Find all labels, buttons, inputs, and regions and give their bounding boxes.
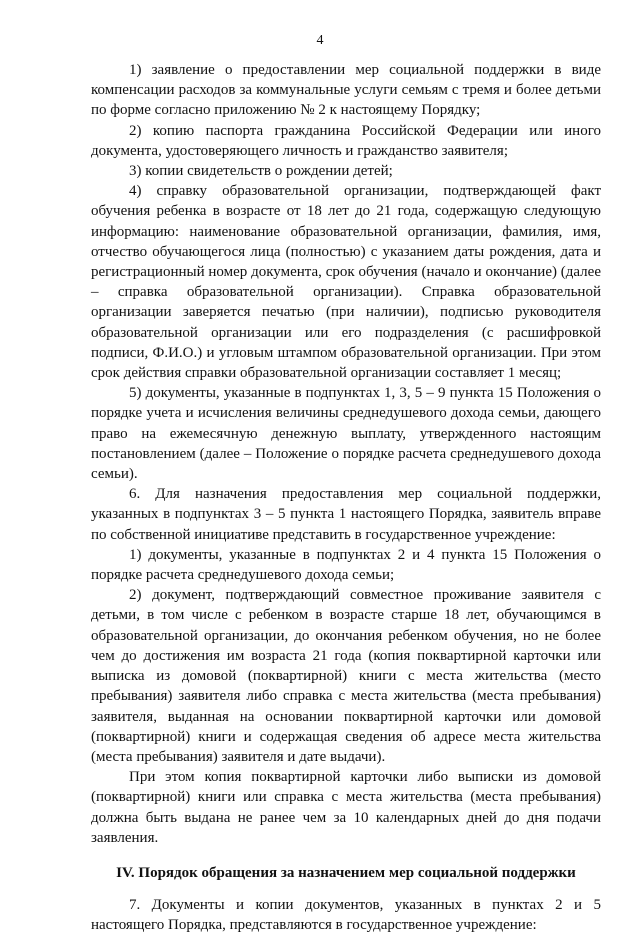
page-number: 4 <box>316 33 324 48</box>
paragraph-validity-note: При этом копия поквартирной карточки либо выписки из домовой (поквартирной) книги или справка с места жительства (места пребывания) должна быть выдана не ранее чем за 10 календарных дней до дня подачи заявления. <box>91 769 601 846</box>
paragraph-item-7: 7. Документы и копии документов, указанных в пунктах 2 и 5 настоящего Порядка, представляются в государственное учреждение: <box>91 896 601 934</box>
section-heading: IV. Порядок обращения за назначением мер социальной поддержки <box>116 864 576 881</box>
paragraph-education-certificate: 4) справку образовательной организации, подтверждающей факт обучения ребенка в возрасте от 18 лет до 21 года, содержащую следующую информацию: наименование образовательной организации, фамилия, имя, отчество обучающегося лица (полностью) с указанием даты рождения, дата и регистрационный номер документа, срок обучения (начало и окончание) (далее – справка образовательной организации). Справка образовательной организации заверяется печатью (при наличии), подписью руководителя образовательной организации или его подразделения (с расшифровкой подписи, Ф.И.О.) и угловым штампом образовательной организации. При этом срок действия справки образовательной организации составляет 1 месяц; <box>91 183 601 382</box>
paragraph-income-documents: 5) документы, указанные в подпунктах 1, 3, 5 – 9 пункта 15 Положения о порядке учета и исчисления величины среднедушевого дохода семьи, дающего право на ежемесячную денежную выплату, утвержденного настоящим постановлением (далее – Положение о порядке расчета среднедушевого дохода семьи). <box>91 385 601 483</box>
paragraph-passport: 2) копию паспорта гражданина Российской Федерации или иного документа, удостоверяющего личность и гражданство заявителя; <box>91 122 601 159</box>
document-body <box>91 60 601 935</box>
paragraph-application: 1) заявление о предоставлении мер социальной поддержки в виде компенсации расходов за коммунальные услуги семьям с тремя и более детьми по форме согласно приложению № 2 к настоящему Порядку; <box>91 62 601 119</box>
paragraph-item-6-2: 2) документ, подтверждающий совместное проживание заявителя с детьми, в том числе с ребенком в возрасте старше 18 лет, обучающимся в образовательной организации, до окончания ребенком обучения, но не более чем до достижения им возраста 21 года (копия поквартирной карточки или выписка из домовой (поквартирной) книги с места жительства (место пребывания) заявителя либо справка с места жительства (места пребывания) заявителя, выданная на основании поквартирной карточки или домовой (поквартирной) книги и содержащая сведения об адресе места жительства (места пребывания) заявителя и дате выдачи). <box>91 587 601 765</box>
paragraph-item-6: 6. Для назначения предоставления мер социальной поддержки, указанных в подпунктах 3 – 5 пункта 1 настоящего Порядка, заявитель вправе по собственной инициативе представить в государственное учреждение: <box>91 486 601 543</box>
paragraph-item-6-1: 1) документы, указанные в подпунктах 2 и 4 пункта 15 Положения о порядке расчета среднедушевого дохода семьи; <box>91 546 601 584</box>
paragraph-birth-certificates: 3) копии свидетельств о рождении детей; <box>129 163 393 180</box>
